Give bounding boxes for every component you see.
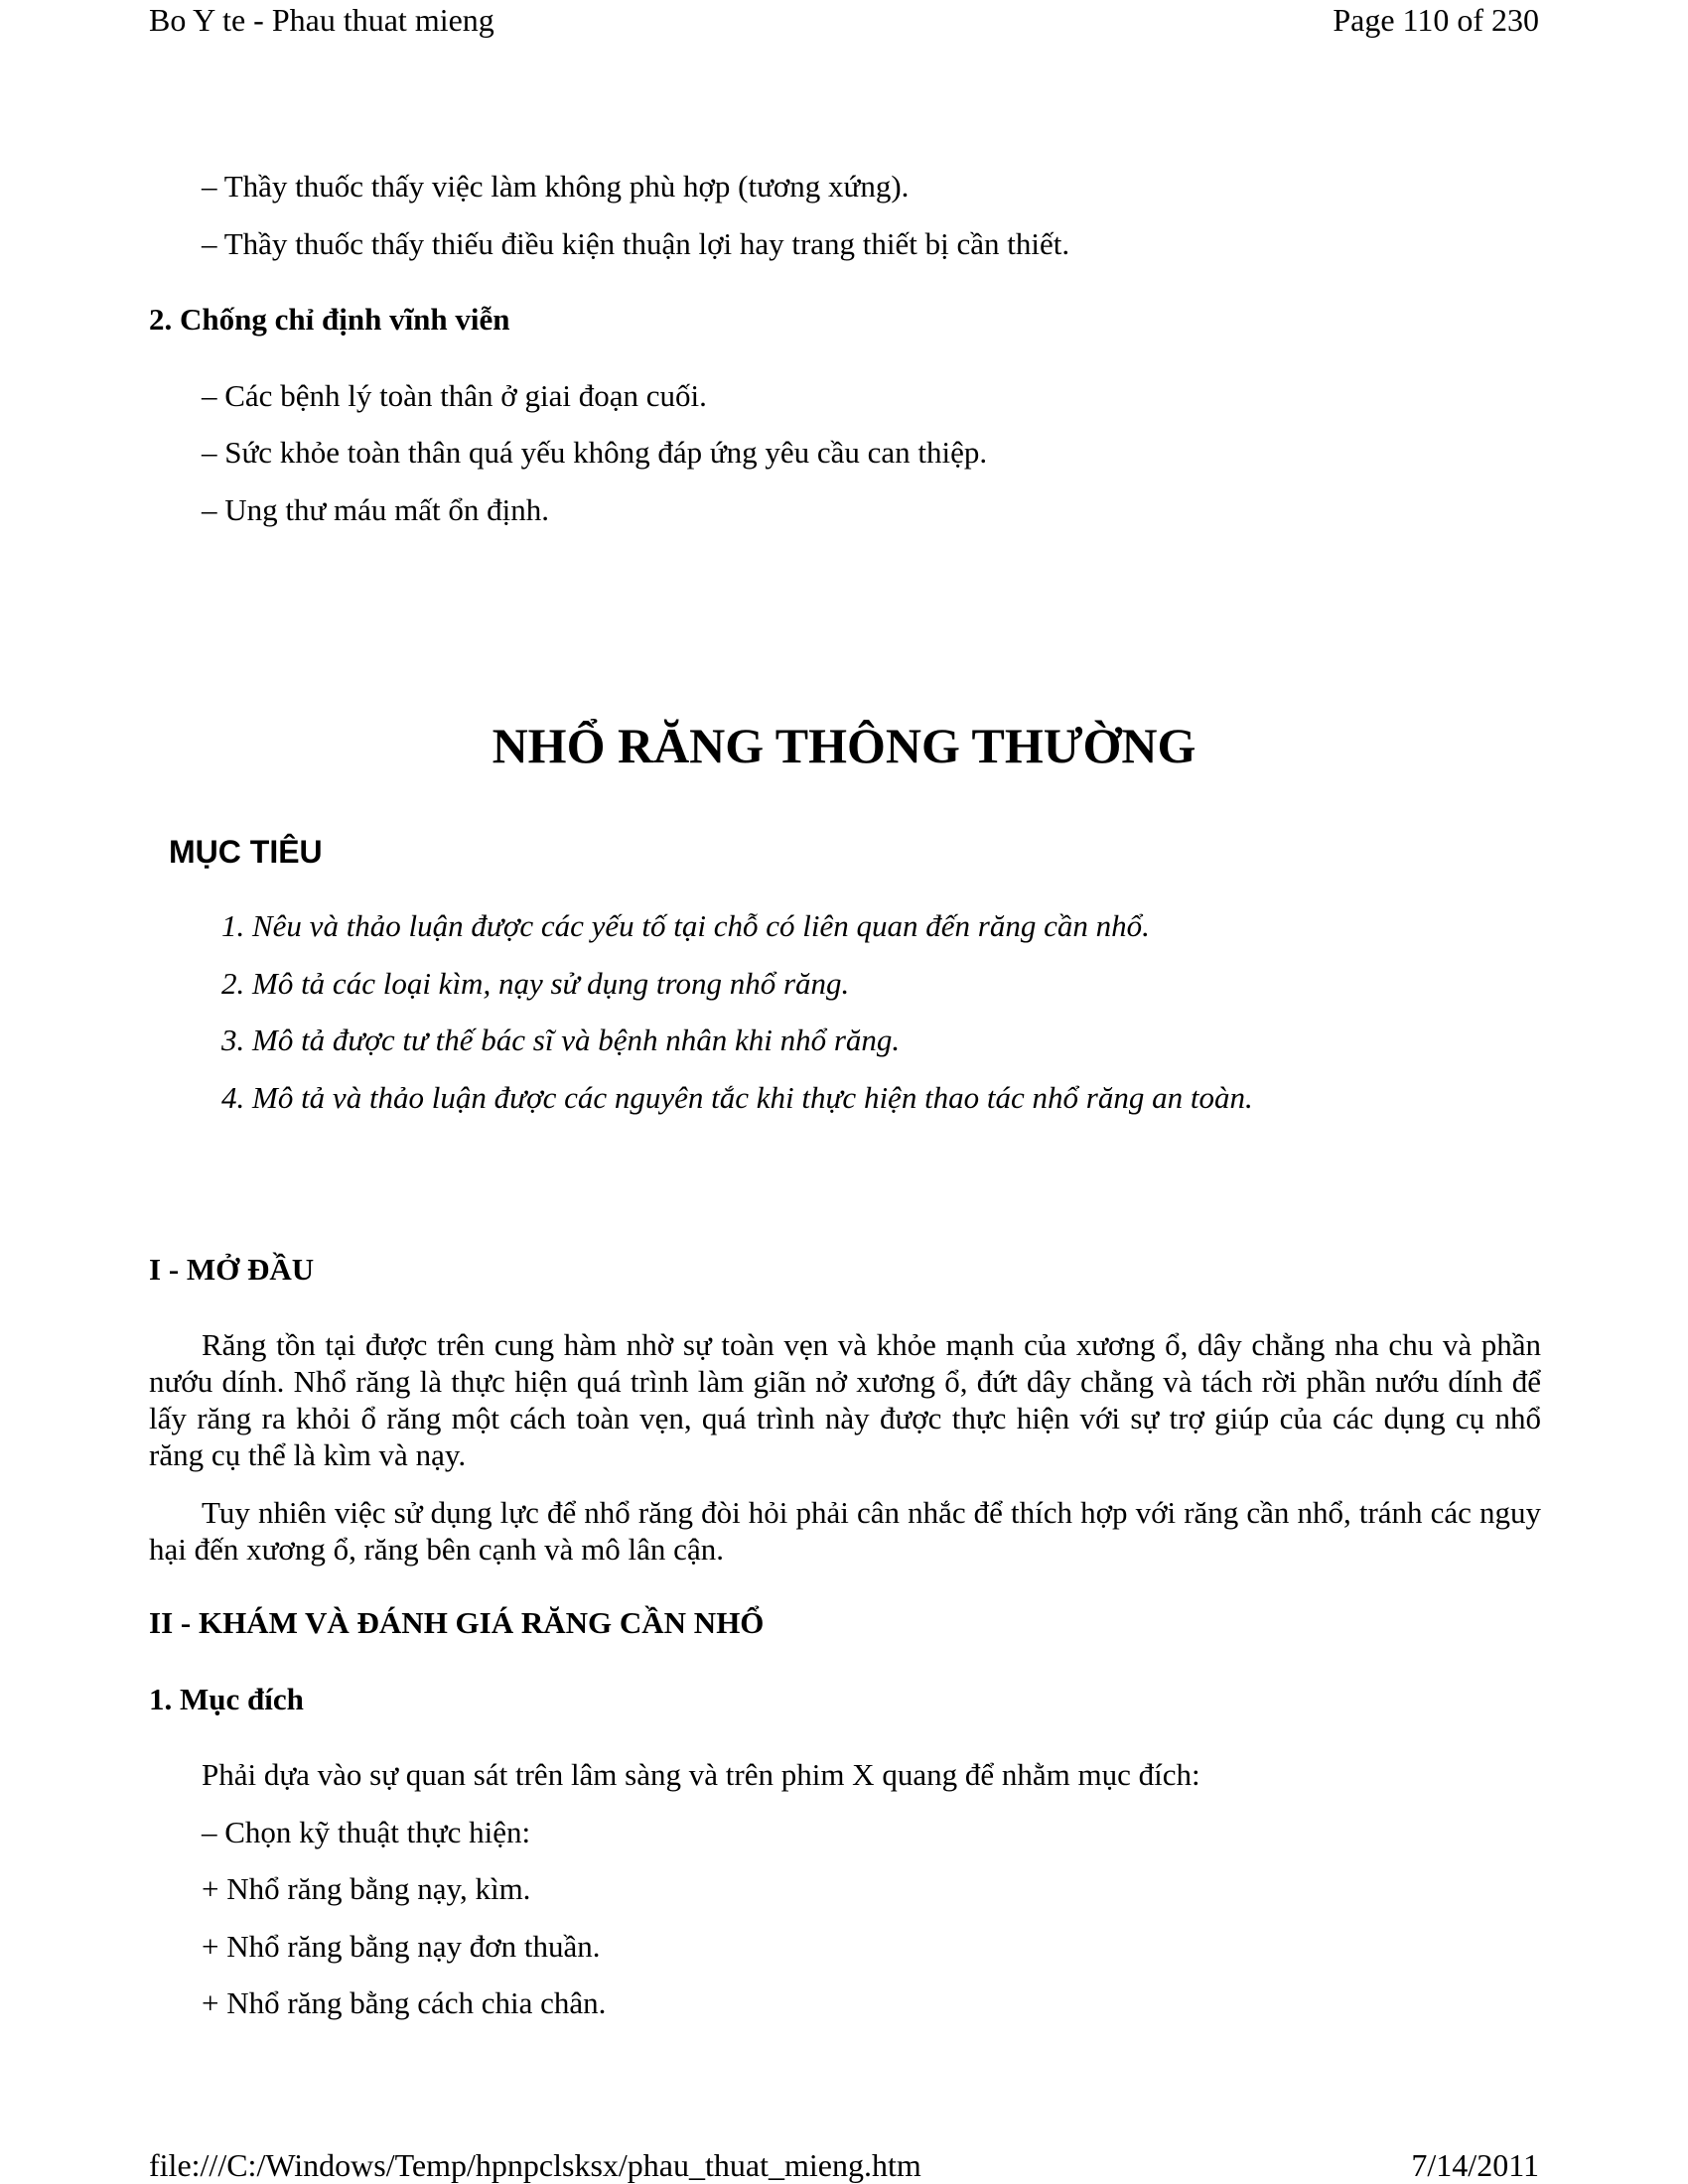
list-item: – Sức khỏe toàn thân quá yếu không đáp ứng yêu cầu can thiệp. (202, 435, 988, 470)
objective-item: 2. Mô tả các loại kìm, nạy sử dụng trong nhổ răng. (221, 966, 850, 1001)
header-left-title: Bo Y te - Phau thuat mieng (149, 2, 494, 38)
list-item: + Nhổ răng bằng nạy, kìm. (202, 1871, 531, 1906)
objective-item: 3. Mô tả được tư thế bác sĩ và bệnh nhân khi nhổ răng. (221, 1023, 901, 1057)
section-heading: 2. Chống chỉ định vĩnh viễn (149, 302, 510, 337)
list-item: + Nhổ răng bằng nạy đơn thuần. (202, 1929, 601, 1964)
list-item: + Nhổ răng bằng cách chia chân. (202, 1985, 607, 2020)
list-item: – Chọn kỹ thuật thực hiện: (202, 1815, 531, 1849)
list-item: – Thầy thuốc thấy việc làm không phù hợp (tương xứng). (202, 169, 910, 204)
header-page-number: Page 110 of 230 (1333, 2, 1539, 38)
body-line: Phải dựa vào sự quan sát trên lâm sàng và trên phim X quang để nhằm mục đích: (202, 1757, 1200, 1792)
body-paragraph: Tuy nhiên việc sử dụng lực để nhổ răng đòi hỏi phải cân nhắc để thích hợp với răng cần nhổ, tránh các nguy hại đến xương ổ, răng bên cạnh và mô lân cận. (149, 1495, 1541, 1567)
subsection-heading: 1. Mục đích (149, 1682, 304, 1716)
objective-item: 4. Mô tả và thảo luận được các nguyên tắc khi thực hiện thao tác nhổ răng an toàn. (221, 1080, 1253, 1115)
list-item: – Thầy thuốc thấy thiếu điều kiện thuận lợi hay trang thiết bị cần thiết. (202, 226, 1070, 261)
body-paragraph: Răng tồn tại được trên cung hàm nhờ sự toàn vẹn và khỏe mạnh của xương ổ, dây chằng nha chu và phần nướu dính. Nhổ răng là thực hiện quá trình làm giãn nở xương ổ, đứt dây chằng và tách rời phần nướu dính để lấy răng ra khỏi ổ răng một cách toàn vẹn, quá trình này được thực hiện với sự trợ giúp của các dụng cụ nhổ răng cụ thể là kìm và nạy. (149, 1327, 1541, 1472)
list-item: – Ung thư máu mất ổn định. (202, 492, 550, 527)
list-item: – Các bệnh lý toàn thân ở giai đoạn cuối. (202, 378, 707, 413)
footer-date: 7/14/2011 (1411, 2147, 1539, 2183)
footer-file-path: file:///C:/Windows/Temp/hpnpclsksx/phau_thuat_mieng.htm (149, 2147, 921, 2183)
objectives-heading: MỤC TIÊU (169, 834, 323, 870)
section-heading: I - MỞ ĐẦU (149, 1252, 315, 1287)
objective-item: 1. Nêu và thảo luận được các yếu tố tại chỗ có liên quan đến răng cần nhổ. (221, 908, 1150, 943)
chapter-title: NHỔ RĂNG THÔNG THƯỜNG (492, 718, 1196, 773)
section-heading: II - KHÁM VÀ ĐÁNH GIÁ RĂNG CẦN NHỔ (149, 1605, 765, 1640)
